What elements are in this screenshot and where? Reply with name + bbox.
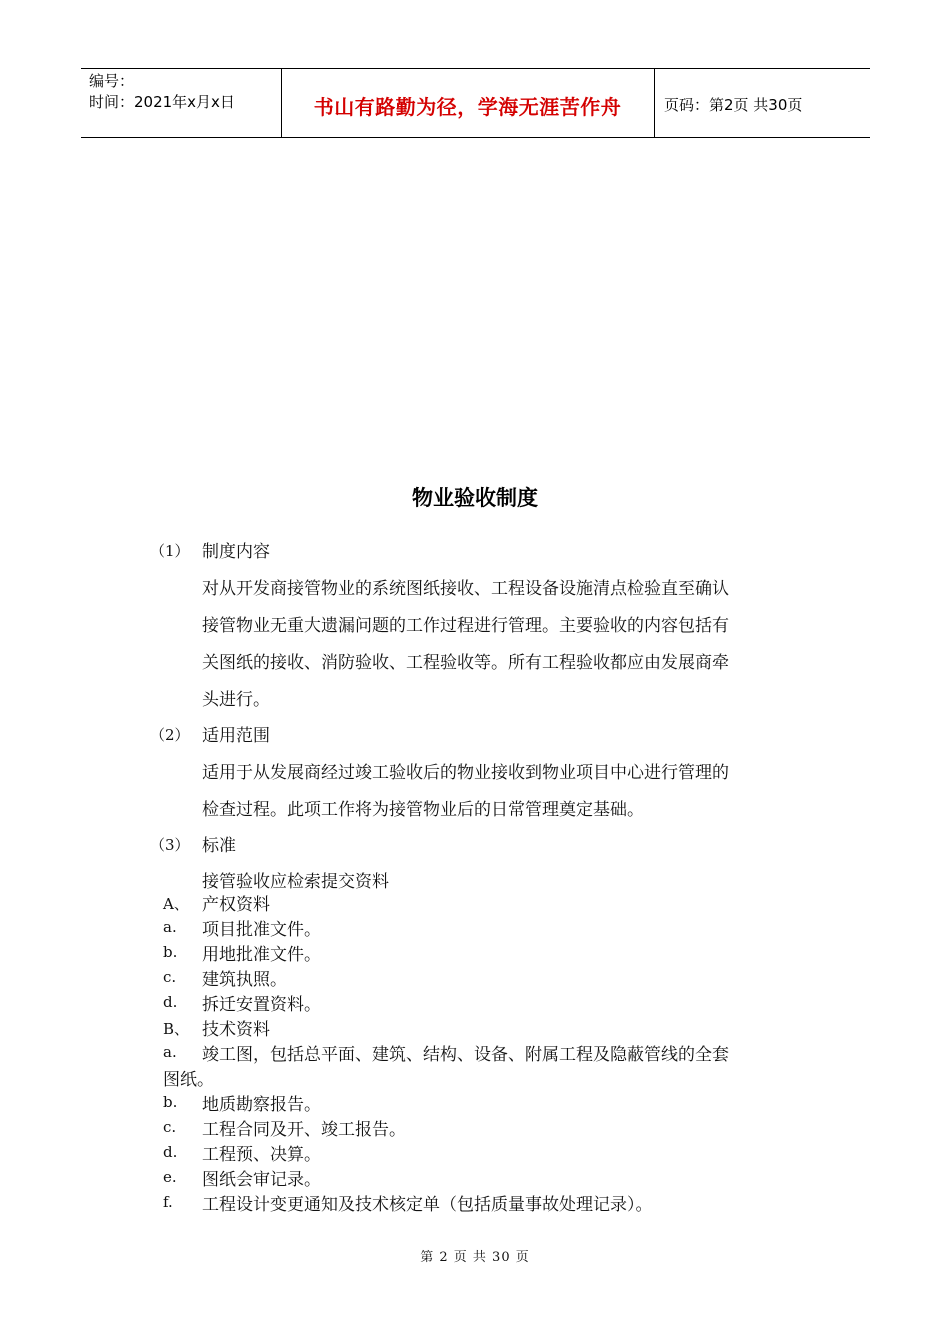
list-marker: b. bbox=[163, 1093, 178, 1111]
list-item: 图纸会审记录。 bbox=[202, 1170, 321, 1190]
list-item-continuation: 图纸。 bbox=[163, 1070, 214, 1090]
paragraph-line: 接管物业无重大遗漏问题的工作过程进行管理。主要验收的内容包括有 bbox=[202, 616, 729, 636]
header-motto: 书山有路勤为径，学海无涯苦作舟 bbox=[313, 95, 622, 119]
header-meta bbox=[89, 71, 235, 113]
list-marker: A、 bbox=[163, 895, 189, 913]
list-marker: b. bbox=[163, 943, 178, 961]
list-item: 工程合同及开、竣工报告。 bbox=[202, 1120, 406, 1140]
list-marker: c. bbox=[163, 1118, 177, 1136]
list-item: 拆迁安置资料。 bbox=[202, 995, 321, 1015]
list-marker: d. bbox=[163, 993, 178, 1011]
section-marker: （3） bbox=[150, 836, 190, 854]
paragraph-line: 头进行。 bbox=[202, 690, 270, 710]
list-item: 竣工图，包括总平面、建筑、结构、设备、附属工程及隐蔽管线的全套 bbox=[202, 1045, 729, 1065]
list-marker: c. bbox=[163, 968, 177, 986]
section-marker: （2） bbox=[150, 726, 190, 744]
list-item: 用地批准文件。 bbox=[202, 945, 321, 965]
header-page-code: 页码：第2页 共30页 bbox=[664, 96, 803, 114]
paragraph-line: 对从开发商接管物业的系统图纸接收、工程设备设施清点检验直至确认 bbox=[202, 579, 729, 599]
list-marker: B、 bbox=[163, 1020, 190, 1038]
section-heading: 标准 bbox=[202, 836, 236, 856]
list-marker: e. bbox=[163, 1168, 177, 1186]
list-item: 建筑执照。 bbox=[202, 970, 287, 990]
list-item: 项目批准文件。 bbox=[202, 920, 321, 940]
document-title: 物业验收制度 bbox=[412, 486, 538, 510]
list-item: 技术资料 bbox=[202, 1020, 270, 1040]
paragraph-line: 接管验收应检索提交资料 bbox=[202, 872, 389, 892]
section-marker: （1） bbox=[150, 542, 190, 560]
list-marker: a. bbox=[163, 918, 177, 936]
list-item: 产权资料 bbox=[202, 895, 270, 915]
list-marker: a. bbox=[163, 1043, 177, 1061]
document-time-label: 时间：2021年x月x日 bbox=[89, 93, 235, 111]
list-marker: f. bbox=[163, 1193, 173, 1211]
paragraph-line: 适用于从发展商经过竣工验收后的物业接收到物业项目中心进行管理的 bbox=[202, 763, 729, 783]
section-heading: 制度内容 bbox=[202, 542, 270, 562]
list-marker: d. bbox=[163, 1143, 178, 1161]
paragraph-line: 关图纸的接收、消防验收、工程验收等。所有工程验收都应由发展商牵 bbox=[202, 653, 729, 673]
paragraph-line: 检查过程。此项工作将为接管物业后的日常管理奠定基础。 bbox=[202, 800, 644, 820]
list-item: 工程预、决算。 bbox=[202, 1145, 321, 1165]
page-footer: 第 2 页 共 30 页 bbox=[420, 1250, 530, 1265]
document-number-label: 编号： bbox=[89, 72, 135, 90]
list-item: 地质勘察报告。 bbox=[202, 1095, 321, 1115]
section-heading: 适用范围 bbox=[202, 726, 270, 746]
list-item: 工程设计变更通知及技术核定单（包括质量事故处理记录）。 bbox=[202, 1195, 653, 1215]
header-divider bbox=[654, 69, 655, 137]
page-header bbox=[81, 68, 870, 138]
